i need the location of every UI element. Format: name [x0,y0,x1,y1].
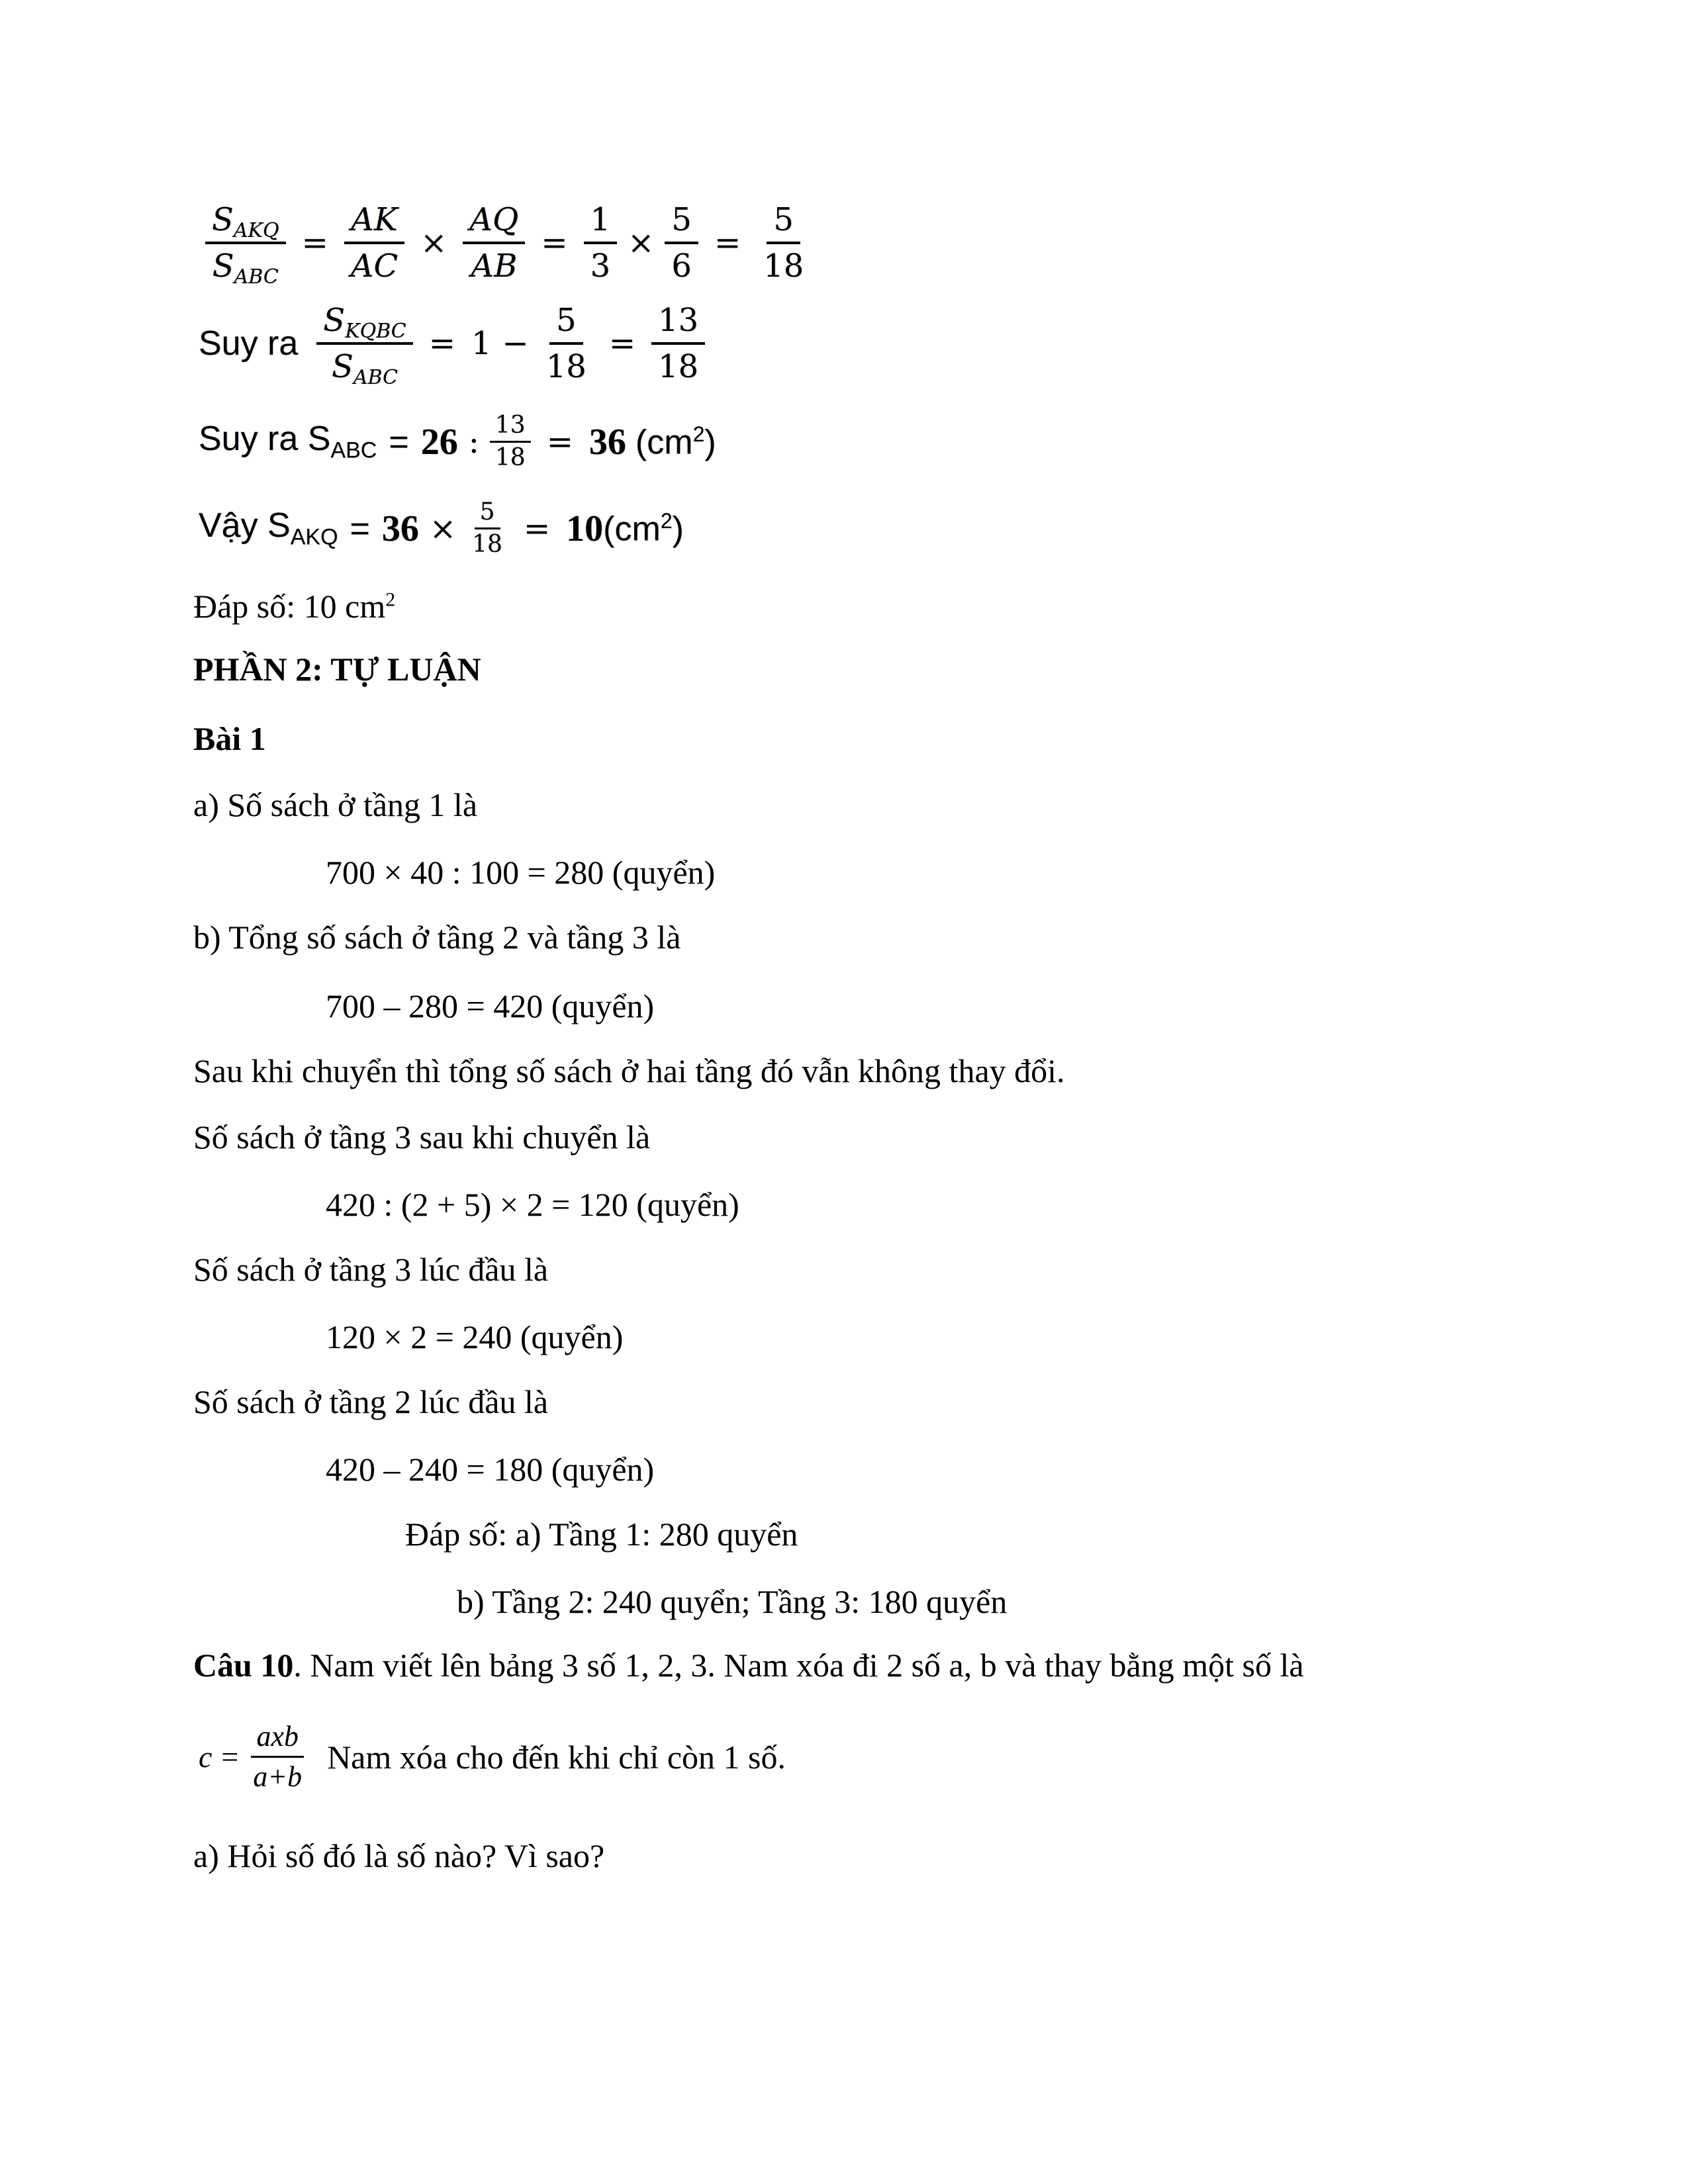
equals-sign: = [350,509,370,548]
fraction-denominator: 18 [545,348,586,385]
math-subscript: AKQ [233,219,279,242]
multiply-sign: × [420,224,447,261]
bai1-calc-b [326,987,654,1026]
heading-text: Bài 1 [193,720,266,757]
calculation-text: 700 × 40 : 100 = 280 (quyển) [326,854,716,891]
value-36: 36 [588,421,626,463]
label-subscript: AKQ [290,524,338,550]
multiply-sign: × [628,224,655,261]
bai1-calc-t2-before [326,1451,654,1489]
fraction-13-18 [651,304,705,383]
paragraph-text: a) Số sách ở tầng 1 là [193,786,478,823]
equals-sign: = [301,224,328,261]
unit-text: (cm [635,423,693,462]
answer-text: Đáp số: a) Tầng 1: 280 quyển [405,1516,798,1553]
cau10-intro [193,1647,1304,1685]
answer-text: b) Tầng 2: 240 quyển; Tầng 3: 180 quyển [457,1583,1008,1620]
bai1-line-t3-before [193,1251,548,1289]
bai1-note [193,1052,1065,1091]
number-one: 1 [471,325,492,362]
bai1-line-a [193,786,477,825]
suy-ra-sabc-label [199,422,377,461]
paragraph-text: b) Tổng số sách ở tầng 2 và tầng 3 là [193,919,681,956]
fraction-numerator: 5 [549,304,583,345]
paragraph-text: . Nam viết lên bảng 3 số 1, 2, 3. Nam xóa đi 2 số a, b và thay bằng một số là [293,1647,1304,1684]
paragraph-text: Số sách ở tầng 2 lúc đầu là [193,1383,549,1420]
vay-sakq-label [199,508,338,548]
fraction-denominator [325,345,404,389]
bai1-answer-a [405,1516,798,1554]
calculation-text: 420 : (2 + 5) × 2 = 120 (quyển) [326,1186,739,1223]
equals-sign: = [221,1739,239,1774]
part2-heading [193,651,481,689]
label-text: Vậy S [199,506,291,545]
equation-kqbc-ratio [199,302,705,389]
fraction-numerator: 1 [584,204,618,244]
paragraph-text: Số sách ở tầng 3 sau khi chuyển là [193,1118,651,1156]
cau10-formula-line [199,1722,786,1792]
fraction-denominator: 18 [763,248,804,285]
math-subscript: ABC [353,366,399,389]
math-symbol: S [323,302,346,339]
fraction-denominator: 18 [494,444,526,471]
label-text: Suy ra S [199,420,331,459]
math-subscript: ABC [234,265,279,289]
equation-sabc-value [199,414,716,470]
fraction-numerator: 5 [767,204,800,244]
fraction-numerator: AK [344,204,404,244]
fraction-axb-aplusb [248,1722,307,1792]
equals-sign: = [523,510,551,547]
fraction-numerator [205,201,286,244]
fraction-5-6 [665,201,698,285]
fraction-skqbc-sabc [316,302,412,389]
fraction-5-18 [467,500,508,557]
minus-sign: − [502,325,529,362]
fraction-numerator: axb [251,1722,304,1758]
fraction-numerator [316,304,412,345]
fraction-denominator: 6 [671,248,692,285]
value-26: 26 [420,421,458,463]
equals-sign: = [546,423,573,461]
answer-line-cm2 [193,588,395,626]
fraction-ak-ac [344,201,404,285]
bai1-line-t2-before [193,1383,548,1422]
fraction-denominator [206,244,285,289]
paragraph-text: Sau khi chuyển thì tổng số sách ở hai tầng đó vẫn không thay đổi. [193,1052,1065,1089]
math-symbol: S [212,201,234,238]
fraction-denominator: AC [350,248,399,285]
fraction-5-18 [757,201,810,285]
paragraph-text: Nam xóa cho đến khi chỉ còn 1 số. [327,1738,786,1776]
equals-sign: = [714,224,741,261]
calculation-text: 120 × 2 = 240 (quyển) [326,1318,624,1355]
unit-superscript: 2 [660,509,673,533]
answer-text: Đáp số: 10 cm [193,588,386,625]
equals-sign: = [428,325,455,362]
unit-cm2 [603,509,684,549]
paragraph-text: Số sách ở tầng 3 lúc đầu là [193,1251,549,1288]
fraction-13-18 [490,414,531,470]
label-subscript: ABC [330,437,377,463]
value-10: 10 [566,508,604,549]
unit-text: ) [704,423,716,462]
value-36: 36 [381,508,419,549]
equals-sign: = [389,422,409,461]
answer-superscript: 2 [385,588,396,611]
equals-sign: = [608,325,636,362]
equals-sign: = [541,224,568,261]
fraction-sakq-sabc [205,201,286,289]
equation-area-ratio [205,201,810,289]
cau10-line-a [193,1837,604,1876]
fraction-denominator: 18 [658,348,699,385]
divide-colon: : [468,423,479,461]
fraction-numerator: 5 [475,500,500,529]
paragraph-text: a) Hỏi số đó là số nào? Vì sao? [193,1837,605,1874]
bai1-line-b [193,919,680,957]
bai1-calc-a [326,854,715,892]
unit-text: (cm [603,510,661,549]
unit-cm2 [635,422,716,462]
unit-superscript: 2 [692,422,705,447]
bai1-answer-b [457,1583,1007,1621]
fraction-5-18 [539,304,593,383]
math-subscript: KQBC [345,320,406,343]
calculation-text: 420 – 240 = 180 (quyển) [326,1451,655,1488]
fraction-aq-ab [463,201,525,285]
fraction-numerator: 13 [490,414,531,443]
math-symbol: S [331,348,353,385]
calculation-text: 700 – 280 = 420 (quyển) [326,987,655,1024]
equation-sakq-value [199,500,684,557]
fraction-1-3 [584,201,618,285]
bai1-calc-t3-after [326,1186,739,1224]
heading-text: PHẦN 2: TỰ LUẬN [193,651,481,688]
bai1-heading [193,720,266,758]
multiply-sign: × [429,510,457,547]
cau10-label: Câu 10 [193,1647,294,1684]
fraction-denominator: 3 [590,248,611,285]
fraction-denominator: 18 [472,531,502,558]
bai1-calc-t3-before [326,1318,623,1357]
fraction-numerator: 5 [665,204,698,244]
bai1-line-t3-after [193,1118,650,1157]
math-symbol: S [212,248,234,285]
suy-ra-label: Suy ra [199,324,299,363]
fraction-denominator: a+b [253,1760,303,1793]
unit-text: ) [672,510,684,549]
fraction-denominator: AB [471,248,518,285]
fraction-numerator: 13 [651,304,705,345]
fraction-numerator: AQ [463,204,525,244]
variable-c: c [199,1739,212,1774]
